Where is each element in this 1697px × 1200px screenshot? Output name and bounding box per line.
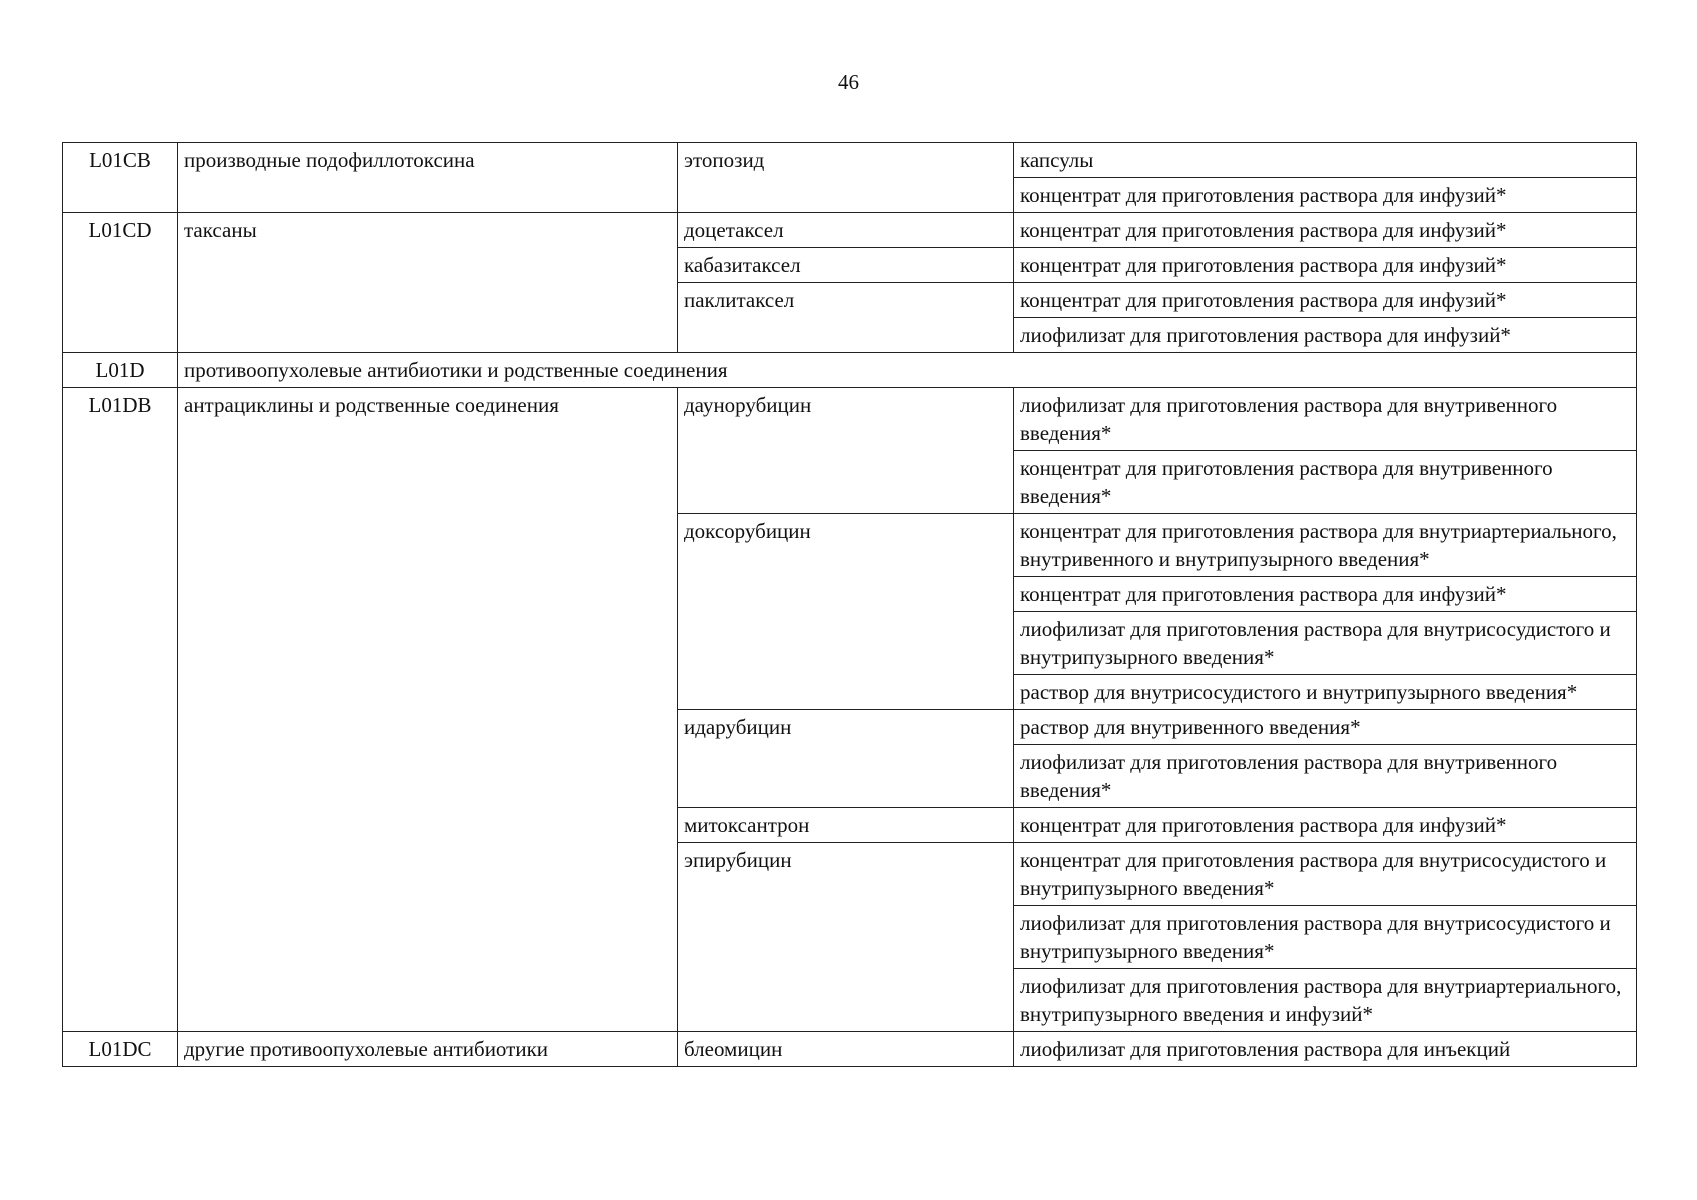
dosage-form-cell: концентрат для приготовления раствора для инфузий* [1014, 808, 1637, 843]
dosage-form-cell: лиофилизат для приготовления раствора для внутриартериального, внутрипузырного введения и инфузий* [1014, 969, 1637, 1032]
atc-code-cell: L01DB [63, 388, 178, 1032]
dosage-form-cell: лиофилизат для приготовления раствора для внутрисосудистого и внутрипузырного введения* [1014, 906, 1637, 969]
table-row [63, 353, 1637, 388]
drug-table [62, 142, 1637, 1067]
drug-name-cell: доксорубицин [678, 514, 1014, 710]
dosage-form-cell: концентрат для приготовления раствора для внутриартериального, внутривенного и внутрипузырного введения* [1014, 514, 1637, 577]
dosage-form-cell: раствор для внутрисосудистого и внутрипузырного введения* [1014, 675, 1637, 710]
atc-code-cell: L01CB [63, 143, 178, 213]
dosage-form-cell: капсулы [1014, 143, 1637, 178]
table-row [63, 388, 1637, 451]
drug-name-cell: митоксантрон [678, 808, 1014, 843]
table-row [63, 143, 1637, 178]
group-name-cell: противоопухолевые антибиотики и родственные соединения [178, 353, 1637, 388]
dosage-form-cell: лиофилизат для приготовления раствора для внутрисосудистого и внутрипузырного введения* [1014, 612, 1637, 675]
drug-name-cell: этопозид [678, 143, 1014, 213]
dosage-form-cell: концентрат для приготовления раствора для инфузий* [1014, 577, 1637, 612]
dosage-form-cell: концентрат для приготовления раствора для инфузий* [1014, 248, 1637, 283]
dosage-form-cell: концентрат для приготовления раствора для инфузий* [1014, 213, 1637, 248]
atc-code-cell: L01D [63, 353, 178, 388]
dosage-form-cell: концентрат для приготовления раствора для инфузий* [1014, 283, 1637, 318]
group-name-cell: антрациклины и родственные соединения [178, 388, 678, 1032]
dosage-form-cell: лиофилизат для приготовления раствора для инъекций [1014, 1032, 1637, 1067]
drug-name-cell: доцетаксел [678, 213, 1014, 248]
table-body [63, 143, 1637, 1067]
dosage-form-cell: концентрат для приготовления раствора для инфузий* [1014, 178, 1637, 213]
drug-name-cell: кабазитаксел [678, 248, 1014, 283]
atc-code-cell: L01CD [63, 213, 178, 353]
drug-name-cell: блеомицин [678, 1032, 1014, 1067]
drug-name-cell: идарубицин [678, 710, 1014, 808]
dosage-form-cell: лиофилизат для приготовления раствора для внутривенного введения* [1014, 745, 1637, 808]
group-name-cell: производные подофиллотоксина [178, 143, 678, 213]
group-name-cell: другие противоопухолевые антибиотики [178, 1032, 678, 1067]
table-row [63, 213, 1637, 248]
dosage-form-cell: раствор для внутривенного введения* [1014, 710, 1637, 745]
dosage-form-cell: лиофилизат для приготовления раствора для внутривенного введения* [1014, 388, 1637, 451]
drug-name-cell: паклитаксел [678, 283, 1014, 353]
dosage-form-cell: концентрат для приготовления раствора для внутривенного введения* [1014, 451, 1637, 514]
atc-code-cell: L01DC [63, 1032, 178, 1067]
dosage-form-cell: лиофилизат для приготовления раствора для инфузий* [1014, 318, 1637, 353]
dosage-form-cell: концентрат для приготовления раствора для внутрисосудистого и внутрипузырного введения* [1014, 843, 1637, 906]
drug-name-cell: эпирубицин [678, 843, 1014, 1032]
drug-name-cell: даунорубицин [678, 388, 1014, 514]
group-name-cell: таксаны [178, 213, 678, 353]
table-row [63, 1032, 1637, 1067]
page-number: 46 [838, 70, 859, 94]
